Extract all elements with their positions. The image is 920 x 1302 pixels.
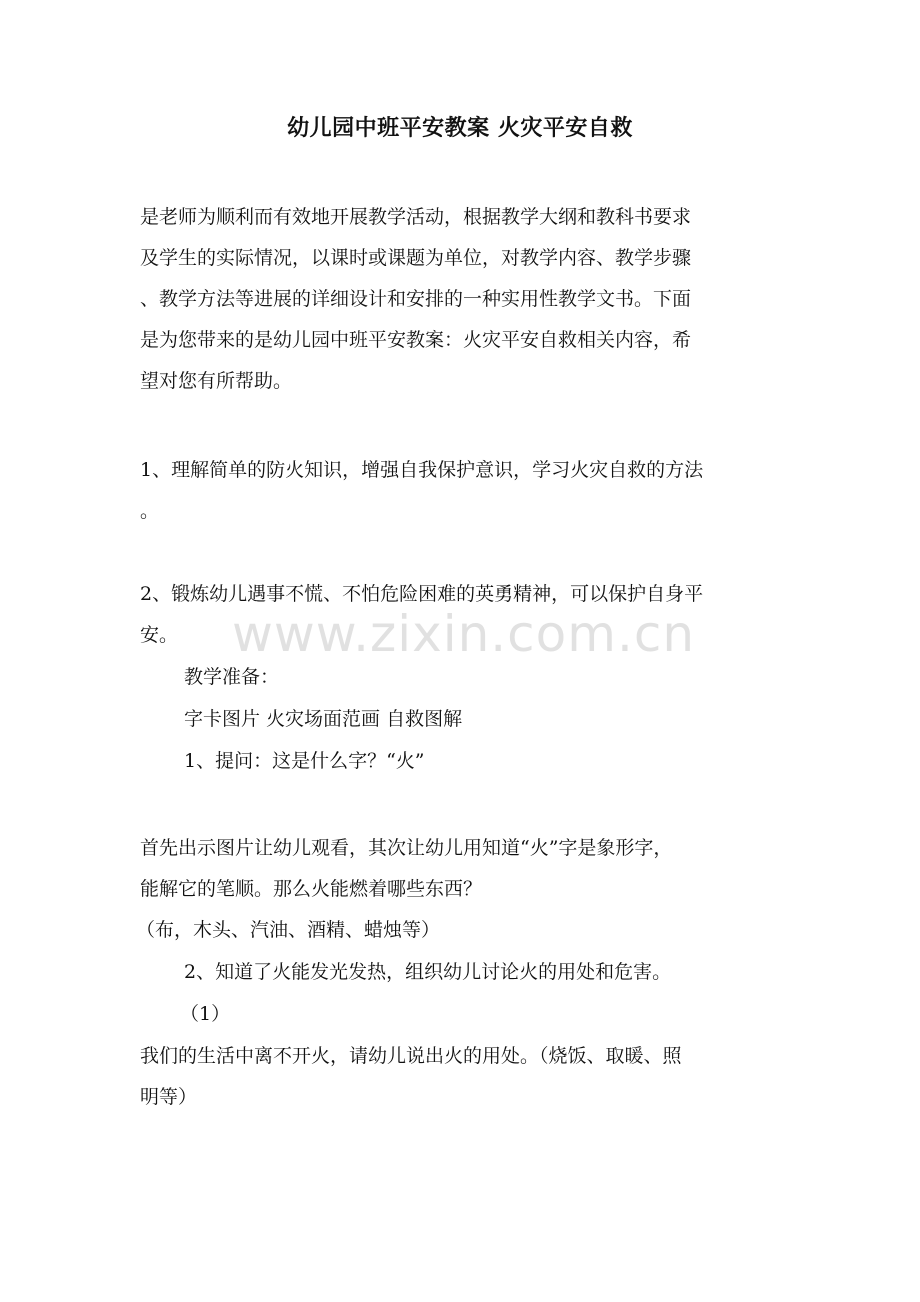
goal-1-line-2: 。: [140, 500, 160, 522]
intro-line-3: 、教学方法等进展的详细设计和安排的一种实用性教学文书。下面: [140, 288, 692, 310]
step-1: 1、提问：这是什么字？“火”: [184, 750, 425, 772]
intro-line-4: 是为您带来的是幼儿园中班平安教案：火灾平安自救相关内容，希: [140, 329, 692, 351]
goal-2-line-1: 2、锻炼幼儿遇事不慌、不怕危险困难的英勇精神，可以保护自身平: [140, 583, 704, 605]
watermark: www.zixin.com.cn: [232, 605, 696, 663]
step-1-detail-line-1: 首先出示图片让幼儿观看，其次让幼儿用知道“火”字是象形字，: [140, 837, 673, 859]
document-title: 幼儿园中班平安教案 火灾平安自救: [287, 115, 633, 141]
goal-2-line-2: 安。: [140, 624, 179, 646]
intro-line-5: 望对您有所帮助。: [140, 370, 293, 392]
prep-items: 字卡图片 火灾场面范画 自救图解: [184, 708, 463, 730]
step-1-answer: （布，木头、汽油、酒精、蜡烛等）: [136, 919, 441, 941]
prep-label: 教学准备：: [184, 666, 280, 688]
intro-line-2: 及学生的实际情况，以课时或课题为单位，对教学内容、教学步骤: [140, 247, 692, 269]
goal-1-line-1: 1、理解简单的防火知识，增强自我保护意识，学习火灾自救的方法: [140, 459, 704, 481]
step-2: 2、知道了火能发光发热，组织幼儿讨论火的用处和危害。: [184, 961, 672, 983]
sub-1-line-2: 明等）: [140, 1086, 198, 1108]
sub-1-line-1: 我们的生活中离不开火，请幼儿说出火的用处。（烧饭、取暖、照: [140, 1045, 682, 1067]
intro-line-1: 是老师为顺利而有效地开展教学活动，根据教学大纲和教科书要求: [140, 206, 692, 228]
step-1-detail-line-2: 能解它的笔顺。那么火能燃着哪些东西？: [140, 878, 483, 900]
sub-1-label: （1）: [180, 1003, 231, 1025]
